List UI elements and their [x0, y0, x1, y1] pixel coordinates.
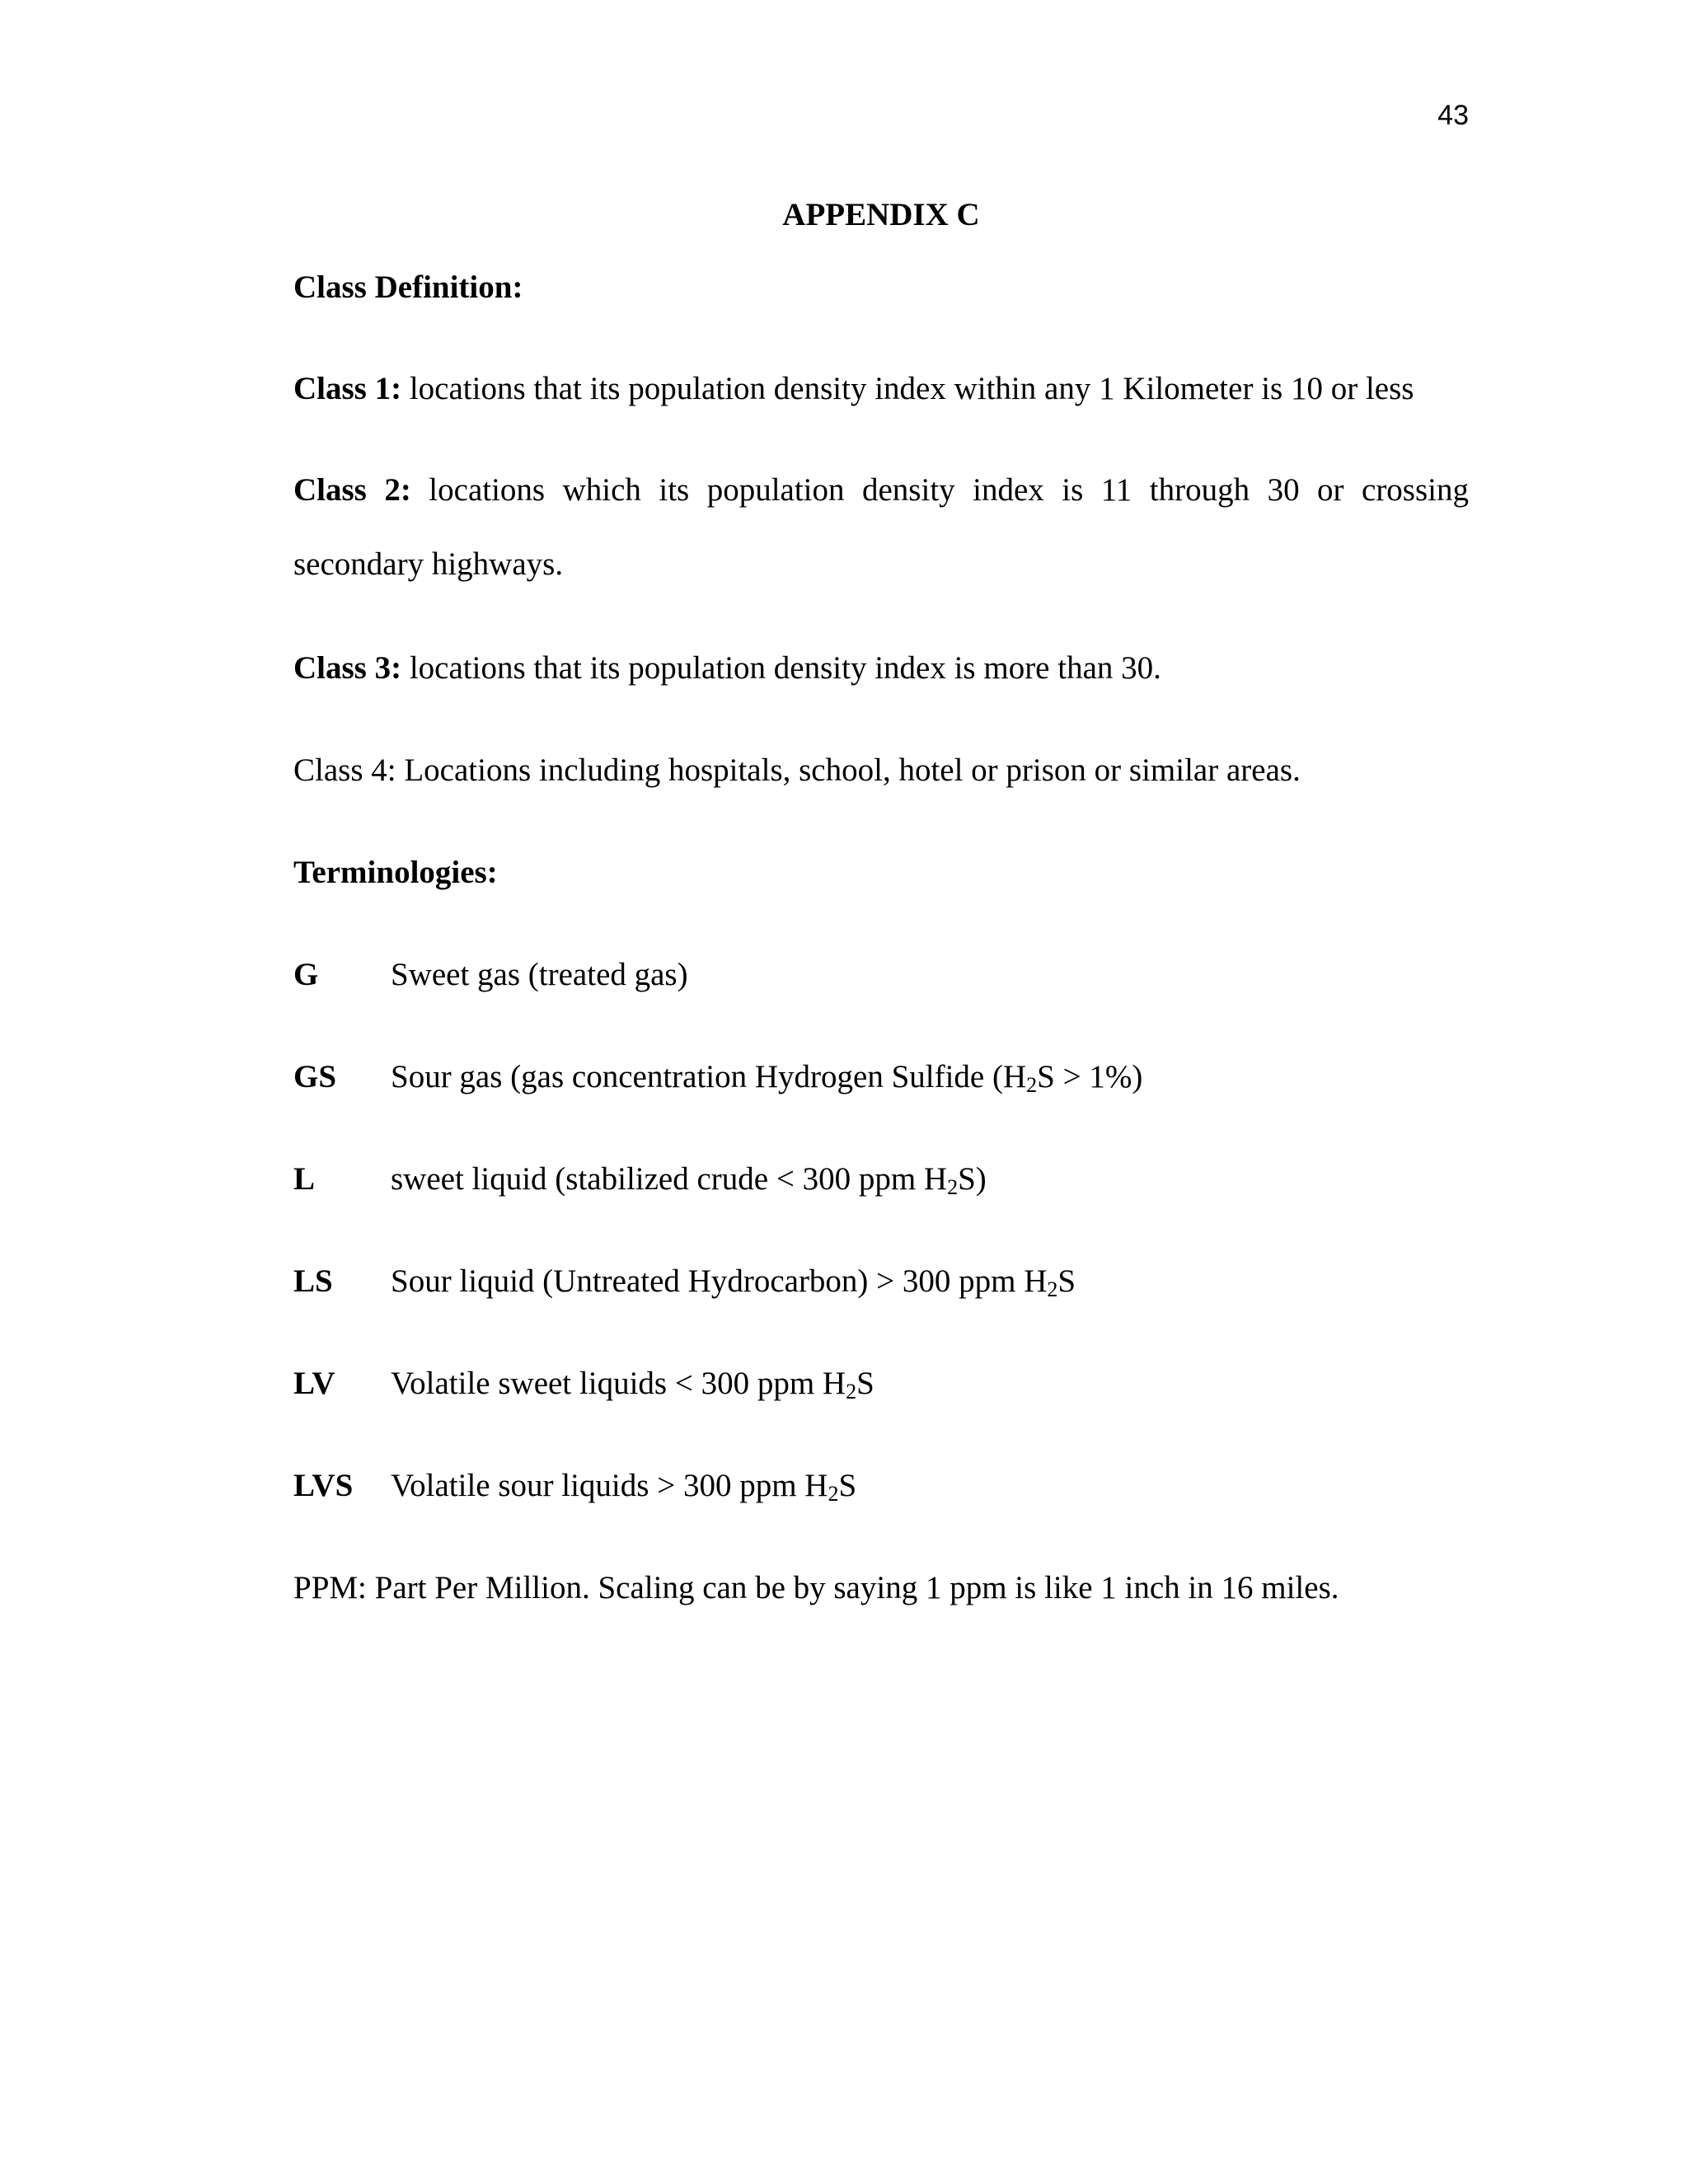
- term-abbr: GS: [293, 1059, 337, 1094]
- term-description: Volatile sour liquids > 300 ppm $H_2S$: [391, 1468, 857, 1506]
- term-abbr: LV: [293, 1366, 335, 1401]
- class-definition-heading: Class Definition:: [293, 269, 523, 305]
- class-2-label: Class 2:: [293, 472, 411, 508]
- term-description: Sweet gas (treated gas): [391, 957, 688, 992]
- term-abbr: L: [293, 1161, 316, 1197]
- term-abbr: LS: [293, 1263, 333, 1299]
- class-3-label: Class 3:: [293, 650, 402, 686]
- class-4-definition: Class 4: Locations including hospitals, school, hotel or prison or similar areas.: [293, 752, 1301, 788]
- term-abbr: G: [293, 957, 319, 992]
- term-description: Volatile sweet liquids < 300 ppm $H_2S$: [391, 1366, 874, 1404]
- term-abbr: LVS: [293, 1468, 354, 1503]
- class-1-text: locations that its population density index within any 1 Kilometer is 10 or less: [401, 371, 1414, 406]
- term-description: Sour gas (gas concentration Hydrogen Sulfide $(H_2S > 1\%)$: [391, 1059, 1143, 1097]
- class-2-text: locations which its population density index is 11 through 30 or crossing: [410, 472, 1469, 508]
- class-2-definition-line-1: [293, 470, 1469, 511]
- terminologies-heading: Terminologies:: [293, 855, 498, 890]
- class-2-definition-line-2: secondary highways.: [293, 546, 564, 582]
- page-number: 43: [1437, 100, 1469, 131]
- ppm-note: PPM: Part Per Million. Scaling can be by saying 1 ppm is like 1 inch in 16 miles.: [293, 1570, 1339, 1605]
- appendix-title: APPENDIX C: [782, 197, 980, 232]
- class-3-text: locations that its population density index is more than 30.: [401, 650, 1161, 686]
- term-description: Sour liquid (Untreated Hydrocarbon) > 300 ppm $H_2S$: [391, 1263, 1076, 1301]
- term-description: sweet liquid (stabilized crude < 300 ppm $H_2S$): [391, 1161, 987, 1199]
- class-1-definition: [293, 368, 1469, 410]
- class-1-label: Class 1:: [293, 371, 402, 406]
- class-3-definition: [293, 648, 1469, 689]
